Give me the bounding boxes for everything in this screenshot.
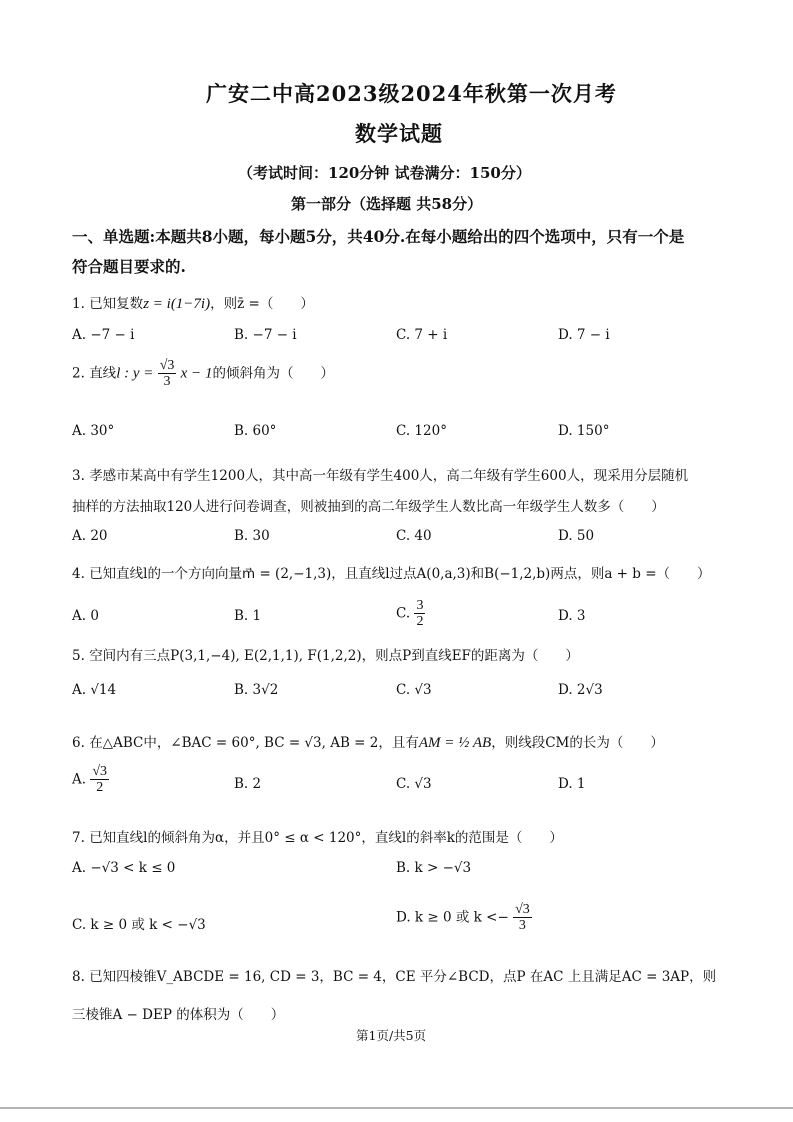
q1-option-b: B. −7 − i	[234, 327, 297, 343]
q7-option-a: A. −√3 < k ≤ 0	[72, 860, 176, 876]
q6-option-d: D. 1	[558, 776, 586, 792]
q3-option-c: C. 40	[396, 528, 432, 544]
q7-d-fraction: $\frac{√3}{3}$	[515, 902, 530, 934]
q6-a-fraction: $\frac{√3}{2}$	[92, 764, 108, 796]
q5-option-d: D. 2√3	[558, 682, 603, 698]
q7-option-c: C. k ≥ 0 或 k < −√3	[72, 917, 206, 933]
q4-option-b: B. 1	[234, 608, 262, 624]
q2-option-c: C. 120°	[396, 423, 447, 439]
q6-option-c: C. √3	[396, 776, 432, 792]
q4-option-c: C. $\frac{3}{2}$	[396, 598, 424, 630]
q2-option-a: A. 30°	[72, 423, 115, 439]
q4-option-d: D. 3	[558, 608, 586, 624]
question-1: 1. 已知复数z = i(1−7i)，则z̄ =（ ）	[72, 296, 314, 312]
q2-fraction: $\frac{√3}{3}$	[159, 358, 175, 390]
question-6: 6. 在△ABC中，∠BAC = 60°, BC = √3, AB = 2，且有AM = ½ AB，则线段CM的长为（ ）	[72, 735, 664, 751]
exam-title: 广安二中高2023级2024年秋第一次月考	[206, 81, 617, 106]
q7-option-d: D. k ≥ 0 或 k <− $\frac{√3}{3}$	[396, 902, 530, 934]
exam-info: （考试时间：120分钟 试卷满分：150分）	[238, 164, 531, 182]
bottom-divider	[0, 1107, 793, 1109]
section-heading-line2: 符合题目要求的.	[72, 257, 186, 276]
q3-option-b: B. 30	[234, 528, 270, 544]
q2-option-b: B. 60°	[234, 423, 277, 439]
question-5: 5. 空间内有三点P(3,1,−4), E(2,1,1), F(1,2,2)，则点P到直线EF的距离为（ ）	[72, 648, 579, 664]
q3-option-a: A. 20	[72, 528, 108, 544]
question-7: 7. 已知直线l的倾斜角为α，并且0° ≤ α < 120°，直线l的斜率k的范围是（ ）	[72, 830, 563, 846]
section-heading-line1: 一、单选题:本题共8小题，每小题5分，共40分.在每小题给出的四个选项中，只有一个是	[72, 227, 685, 246]
q5-option-a: A. √14	[72, 682, 117, 698]
part-heading: 第一部分（选择题 共58分）	[291, 195, 483, 213]
question-4: 4. 已知直线l的一个方向向量m⃗ = (2,−1,3)，且直线l过点A(0,a,3)和B(−1,2,b)两点，则a + b =（ ）	[72, 566, 711, 582]
q5-option-c: C. √3	[396, 682, 432, 698]
question-8: 8. 已知四棱锥V_ABCDE = 16, CD = 3，BC = 4，CE 平分∠BCD，点P 在AC 上且满足AC = 3AP，则	[72, 969, 717, 985]
subject-title: 数学试题	[355, 121, 443, 146]
page-footer: 第1页/共5页	[356, 1028, 427, 1043]
q1-option-c: C. 7 + i	[396, 327, 448, 343]
q4-option-a: A. 0	[72, 608, 99, 624]
question-8-line2: 三棱锥A − DEP 的体积为（ ）	[72, 1007, 285, 1023]
q3-option-d: D. 50	[558, 528, 595, 544]
q1-option-d: D. 7 − i	[558, 327, 610, 343]
q2-option-d: D. 150°	[558, 423, 610, 439]
q6-option-a: A. $\frac{√3}{2}$	[72, 764, 108, 796]
q6-option-b: B. 2	[234, 776, 262, 792]
question-3: 3. 孝感市某高中有学生1200人，其中高一年级有学生400人，高二年级有学生600人，现采用分层随机	[72, 468, 689, 484]
question-3-line2: 抽样的方法抽取120人进行问卷调查，则被抽到的高二年级学生人数比高一年级学生人数多（ ）	[72, 499, 665, 515]
q1-option-a: A. −7 − i	[72, 327, 135, 343]
q7-option-b: B. k > −√3	[396, 860, 472, 876]
q5-option-b: B. 3√2	[234, 682, 279, 698]
question-2: 2. 直线l : y = $\frac{√3}{3}$ x − 1的倾斜角为（ ）	[72, 358, 334, 390]
q4-c-fraction: $\frac{3}{2}$	[416, 598, 424, 630]
